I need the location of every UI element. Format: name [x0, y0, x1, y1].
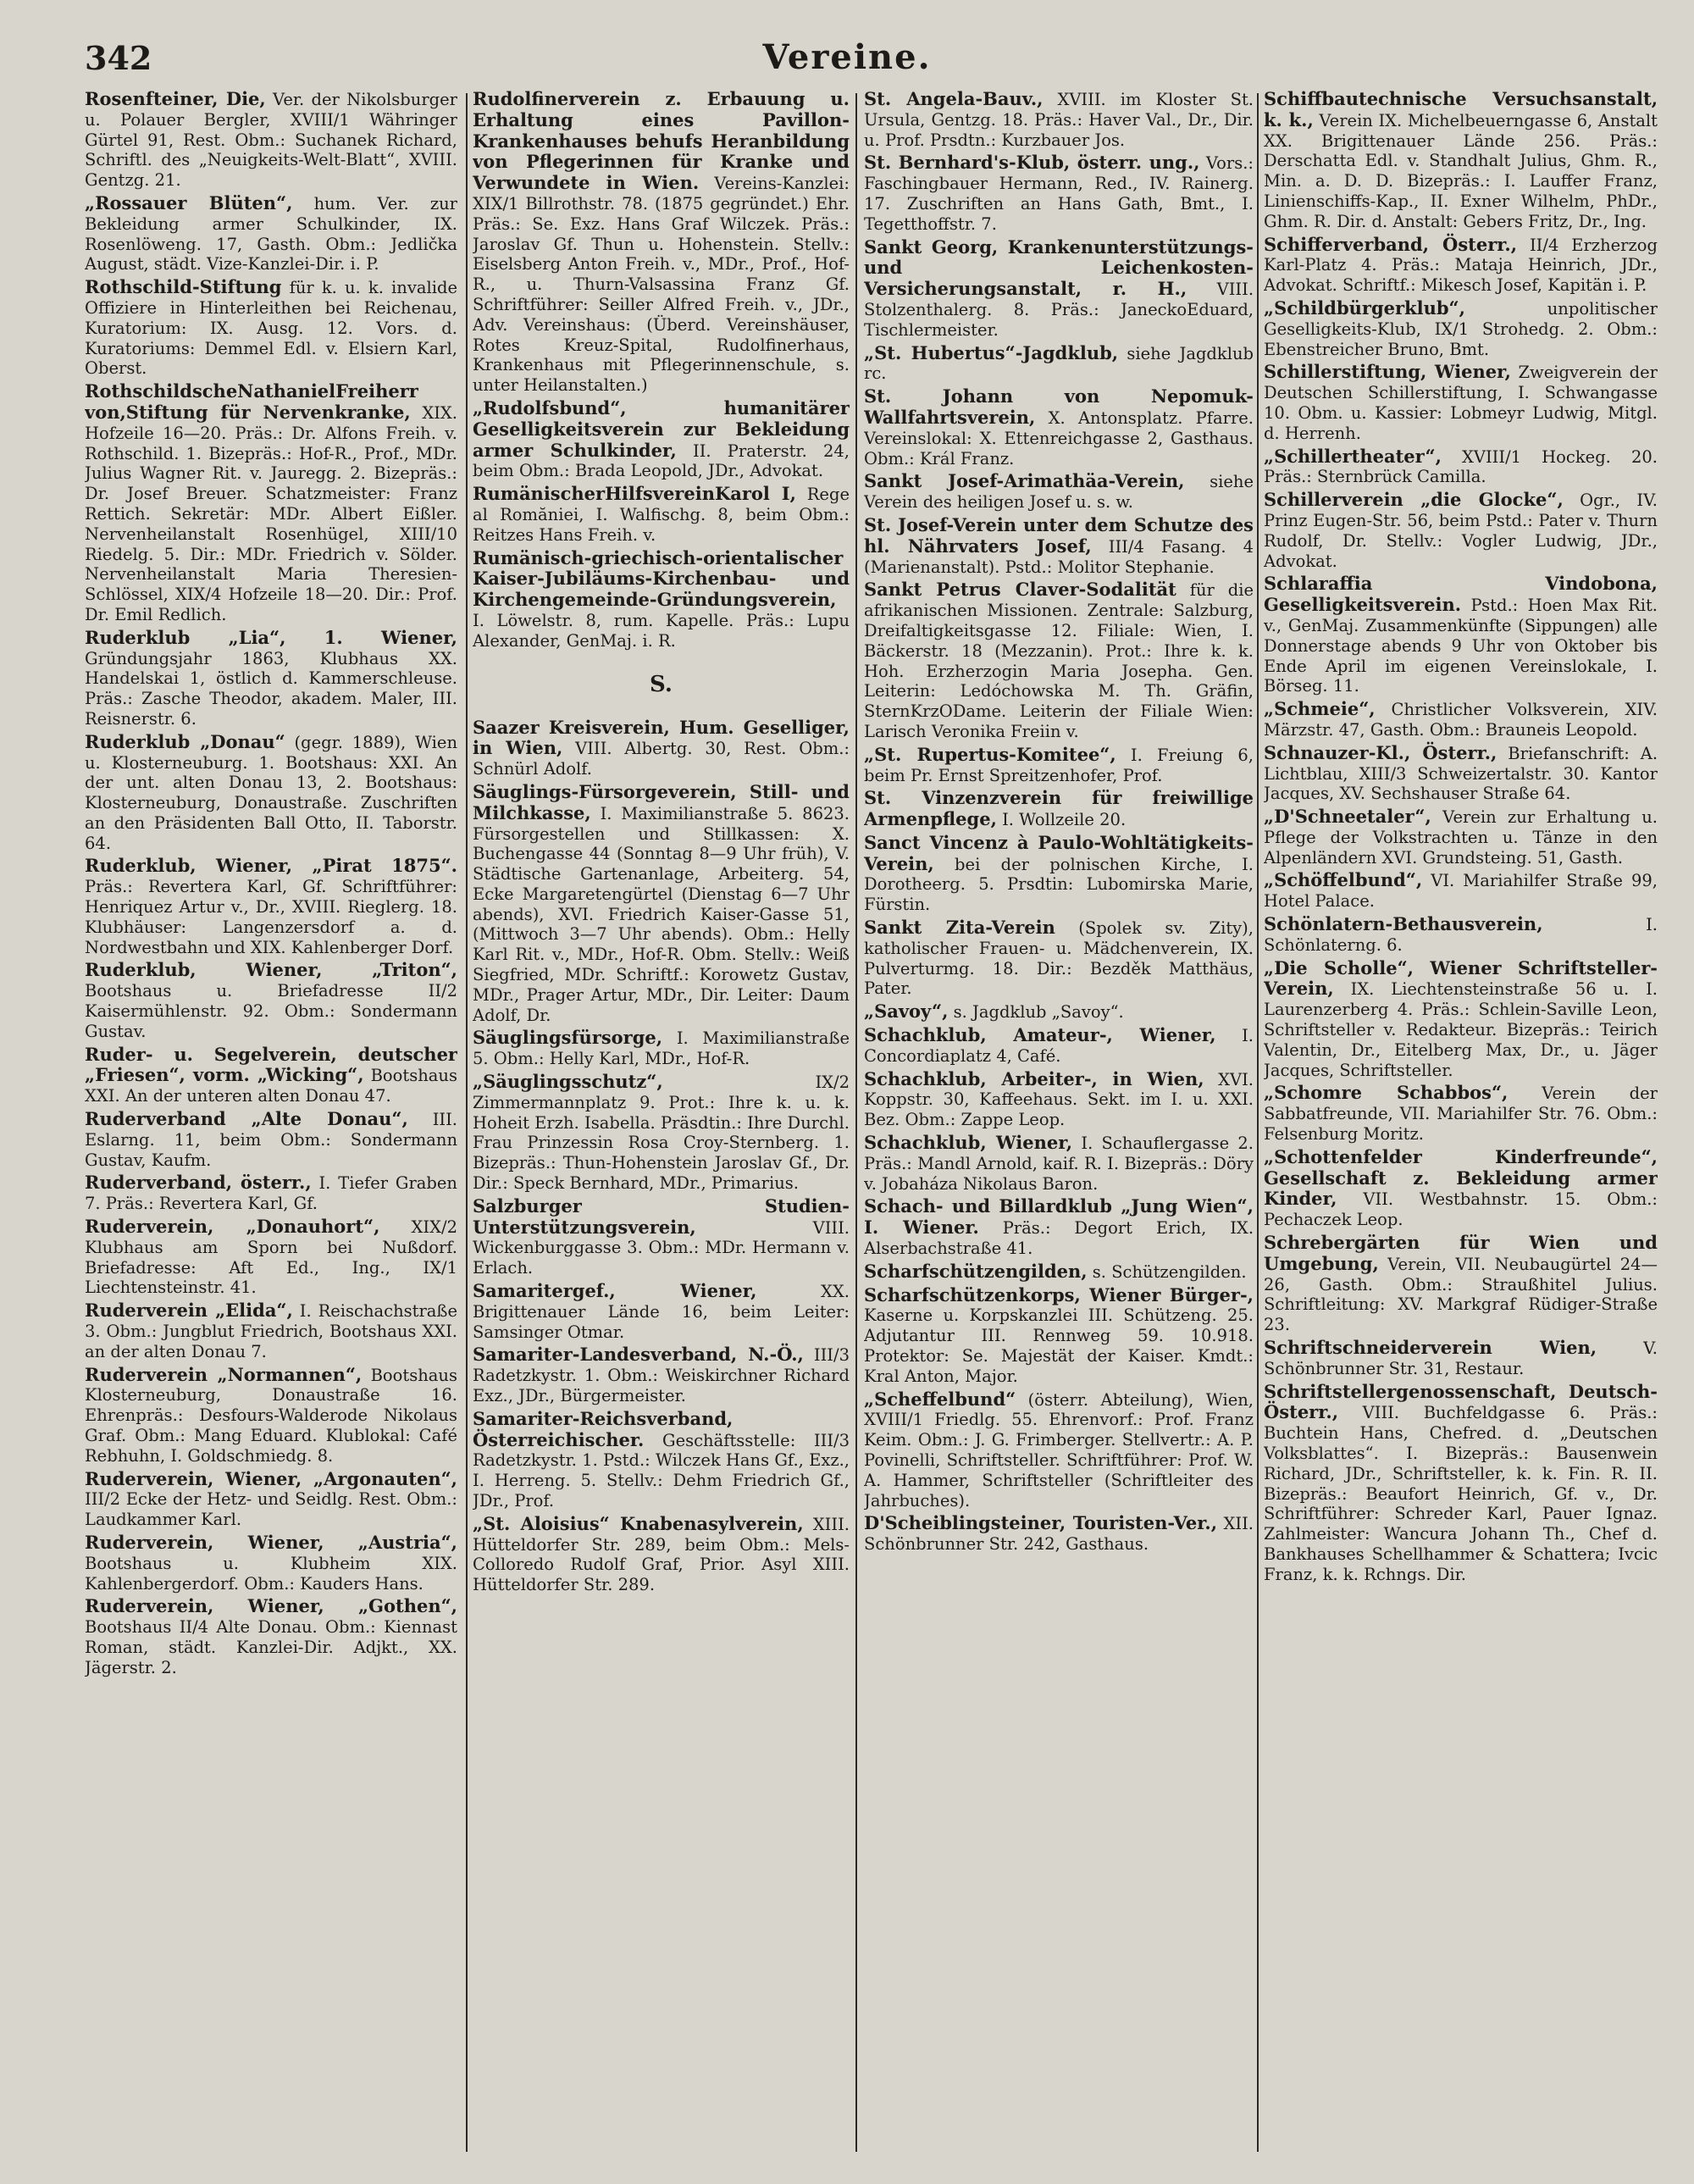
directory-entry	[85, 1045, 457, 1106]
entry-heading: Samariter-Reichsverband, Österreichischer.	[473, 1407, 734, 1450]
directory-entry	[864, 1513, 1254, 1555]
directory-entry	[1264, 298, 1658, 359]
entry-body: I. Wollzeile 20.	[1002, 810, 1127, 830]
entry-heading: „D'Schneetaler“,	[1264, 806, 1431, 828]
entry-body: I. Freiung 6, beim Pr. Ernst Spreitzenhofer, Prof.	[864, 745, 1254, 785]
directory-entry	[85, 193, 457, 274]
directory-entry	[473, 718, 850, 779]
entry-body: für k. u. k. invalide Offiziere in Hinterleithen bei Reichenau, Kuratorium: IX. Ausg. 12. Vors. d. Kuratoriums: Demmel Edl. v. Elsiern Karl, Oberst.	[85, 278, 457, 379]
directory-entry	[473, 1196, 850, 1278]
directory-entry	[473, 1409, 850, 1511]
entry-body: IX. Liechtensteinstraße 56 u. I. Laurenzerberg 4. Präs.: Schlein-Saville Leon, Schriftsteller v. Redakteur. Bizepräs.: Teirich Valentin, Dr., Eitelberg Max, Dr., u. Jäger Jacques, Schriftsteller.	[1264, 979, 1658, 1080]
entry-heading: „Säuglingsschutz“,	[473, 1071, 663, 1093]
entry-heading: „St. Aloisius“ Knabenasylverein,	[473, 1512, 804, 1534]
directory-entry	[85, 1172, 457, 1214]
entry-body: Bootshaus II/4 Alte Donau. Obm.: Kiennast Roman, städt. Kanzlei-Dir. Adjkt., XX. Jägerstr. 2.	[85, 1617, 457, 1677]
entry-heading: Samaritergef., Wiener,	[473, 1280, 757, 1302]
entry-body: s. Schützengilden.	[1092, 1261, 1247, 1282]
entry-body: für die afrikanischen Missionen. Zentrale: Salzburg, Dreifaltigkeitsgasse 12. Filiale: Wien, I. Bäckerstr. 18 (Mezzanin). Prot.: Ihre k. k. Hoh. Erzherzogin Maria Josepha. Gen. Leiterin: Ledóchowska M. Th. Gräfin, SternKrzODame. Leiterin der Filiale Wien: Larisch Veronika Freiin v.	[864, 580, 1254, 741]
entry-heading: Ruderverein, Wiener, „Argonauten“,	[85, 1467, 457, 1489]
entry-body: XVIII/1 Hockeg. 20. Präs.: Sternbrück Camilla.	[1264, 446, 1658, 487]
directory-entry	[864, 1261, 1254, 1283]
entry-body: Rege al Romăniei, I. Walfischg. 8, beim Obm.: Reitzes Hans Freih. v.	[473, 485, 850, 545]
column-rule	[855, 93, 857, 2152]
entry-body: Verein IX. Michelbeuerngasse 6, Anstalt XX. Brigittenauer Lände 256. Präs.: Derschatta Edl. v. Standhalt Julius, Ghm. R., Min. a. D. D. Bizepräs.: I. Lauffer Franz, Linienschiffs-Kap., II. Exner Wilhelm, PhDr., Ghm. R. Dir. d. Anstalt: Gebers Fritz, Dr., Ing.	[1264, 110, 1658, 231]
entry-heading: „Rossauer Blüten“,	[85, 191, 293, 213]
entry-heading: Ruderverband „Alte Donau“,	[85, 1108, 408, 1130]
entry-heading: Sankt Georg, Krankenunterstützungs- und Leichenkosten-Versicherungsanstalt, r. H.,	[864, 236, 1254, 300]
entry-heading: St. Johann von Nepomuk-Wallfahrtsverein,	[864, 385, 1254, 428]
directory-entry	[85, 1365, 457, 1466]
directory-entry	[85, 960, 457, 1041]
entry-heading: Schriftstellergenossenschaft, Deutsch-Österr.,	[1264, 1380, 1658, 1423]
entry-body: Briefanschrift: A. Lichtblau, XIII/3 Schweizertalstr. 30. Kantor Jacques, XV. Sechshauser Straße 64.	[1264, 743, 1658, 804]
section-letter: S.	[650, 671, 673, 697]
entry-body: XIII. Hütteldorfer Str. 289, beim Obm.: Mels-Colloredo Rudolf Graf, Prior. Asyl XIII. Hütteldorfer Str. 289.	[473, 1514, 850, 1595]
entry-heading: Rudolfinerverein z. Erbauung u. Erhaltung eines Pavillon-Krankenhauses behufs Heranbildung von Pflegerinnen für Kranke und Verwundete in Wien.	[473, 89, 850, 194]
directory-entry	[473, 1514, 850, 1595]
directory-entry	[864, 386, 1254, 468]
entry-heading: Säuglingsfürsorge,	[473, 1027, 663, 1049]
entry-heading: Sankt Petrus Claver-Sodalität	[864, 579, 1176, 601]
entry-heading: „Schildbürgerklub“,	[1264, 297, 1465, 319]
entry-body: I. Maximilianstraße 5. Obm.: Helly Karl, MDr., Hof-R.	[473, 1028, 850, 1069]
directory-entry	[473, 1344, 850, 1405]
column-rule	[1257, 93, 1259, 2152]
directory-entry	[864, 833, 1254, 915]
directory-entry	[864, 579, 1254, 741]
entry-body: hum. Ver. zur Bekleidung armer Schulkinder, IX. Rosenlöweng. 17, Gasth. Obm.: Jedlička August, städt. Vize-Kanzlei-Dir. i. P.	[85, 193, 457, 274]
directory-entry	[473, 89, 850, 396]
entry-heading: „Schomre Schabbos“,	[1264, 1082, 1509, 1104]
entry-heading: Ruderklub „Lia“, 1. Wiener,	[85, 626, 457, 648]
entry-body: II/4 Erzherzog Karl-Platz 4. Präs.: Mataja Heinrich, JDr., Advokat. Schriftf.: Mikesch Josef, Kapitän i. P.	[1264, 235, 1658, 296]
directory-entry	[1264, 743, 1658, 804]
entry-heading: Scharfschützengilden,	[864, 1260, 1088, 1282]
entry-body: Bootshaus Klosterneuburg, Donaustraße 16. Ehrenpräs.: Desfours-Walderode Nikolaus Graf. Obm.: Mang Eduard. Klublokal: Café Rebhuhn, I. Goldschmiedg. 8.	[85, 1365, 457, 1466]
entry-heading: St. Josef-Verein unter dem Schutze des hl. Nährvaters Josef,	[864, 513, 1254, 557]
entry-heading: „St. Rupertus-Komitee“,	[864, 743, 1116, 765]
directory-entry	[864, 237, 1254, 341]
entry-body: XX. Brigittenauer Lände 16, beim Leiter: Samsinger Otmar.	[473, 1282, 850, 1342]
entry-heading: Ruder- u. Segelverein, deutscher „Friesen“, vorm. „Wicking“,	[85, 1043, 457, 1086]
directory-entry	[473, 1281, 850, 1342]
entry-body: Vereins-Kanzlei: XIX/1 Billrothstr. 78. (1875 gegründet.) Ehr. Präs.: Se. Exz. Hans Graf Wilczek. Präs.: Jaroslav Gf. Thun u. Hohenstein. Stellv.: Eiselsberg Anton Freih. v., MDr., Prof., Hof-R., u. Thurn-Valsassina Franz Gf. Schriftführer: Seiller Alfred Freih. v., JDr., Adv. Vereinshaus: (Überd. Vereinshäuser, Rotes Kreuz-Spital, Rudolfinerhaus, Krankenhaus mit Pflegerinnenschule, s. unter Heilanstalten.)	[473, 174, 850, 396]
entry-heading: „Schmeie“,	[1264, 698, 1376, 720]
entry-heading: Schlaraffia Vindobona, Geselligkeitsverein.	[1264, 573, 1658, 616]
entry-body: Verein der Sabbatfreunde, VII. Mariahilfer Str. 76. Obm.: Felsenburg Moritz.	[1264, 1084, 1658, 1145]
entry-body: VIII. Buchfeldgasse 6. Präs.: Buchtein Hans, Chefred. d. „Deutschen Volksblattes“. I. Bizepräs.: Bausenwein Richard, JDr., Schriftsteller, k. k. Fin. R. II. Bizepräs.: Beaufort Heinrich, Gf. v., Dr. Schriftführer: Schreder Karl, Pauer Ignaz. Zahlmeister: Wancura Johann Th., Chef d. Bankhauses Schellhammer & Schattera; Ivcic Franz, k. k. Rchngs. Dir.	[1264, 1403, 1658, 1584]
entry-body: Ogr., IV. Prinz Eugen-Str. 56, beim Pstd.: Pater v. Thurn Rudolf, Dr. Stellv.: Vogler Ludwig, JDr., Advokat.	[1264, 491, 1658, 571]
entry-heading: Rothschild-Stiftung	[85, 276, 282, 298]
entry-heading: Ruderverein „Normannen“,	[85, 1363, 363, 1385]
entry-heading: Säuglings-Fürsorgeverein, Still- und Milchkasse,	[473, 780, 850, 823]
entry-heading: Schifferverband, Österr.,	[1264, 233, 1518, 255]
directory-entry	[864, 1196, 1254, 1258]
entry-body: III/4 Fasang. 4 (Marienanstalt). Pstd.: Molitor Stephanie.	[864, 536, 1254, 577]
entry-body: VIII. Wickenburggasse 3. Obm.: MDr. Hermann v. Erlach.	[473, 1217, 850, 1278]
column-3	[864, 89, 1254, 2156]
entry-body: III/2 Ecke der Hetz- und Seidlg. Rest. Obm.: Laudkammer Karl.	[85, 1489, 457, 1530]
directory-entry	[473, 1028, 850, 1069]
entry-body: I. Löwelstr. 8, rum. Kapelle. Präs.: Lupu Alexander, GenMaj. i. R.	[473, 610, 850, 651]
directory-entry	[1264, 490, 1658, 571]
directory-entry	[1264, 699, 1658, 740]
directory-entry	[864, 1389, 1254, 1511]
directory-entry	[473, 484, 850, 545]
directory-entry	[1264, 807, 1658, 868]
entry-heading: Schnauzer-Kl., Österr.,	[1264, 741, 1497, 763]
entry-body: III/3 Radetzkystr. 1. Obm.: Weiskirchner Richard Exz., JDr., Bürgermeister.	[473, 1345, 850, 1406]
entry-body: Bootshaus u. Klubheim XIX. Kahlenbergerdorf. Obm.: Kauders Hans.	[85, 1553, 457, 1594]
entry-heading: D'Scheiblingsteiner, Touristen-Ver.,	[864, 1512, 1218, 1534]
directory-entry	[1264, 362, 1658, 443]
entry-heading: Ruderverband, österr.,	[85, 1172, 312, 1194]
column-4	[1264, 89, 1658, 2156]
directory-entry	[85, 1109, 457, 1170]
entry-body: I. Concordiaplatz 4, Café.	[864, 1026, 1254, 1066]
entry-body: Bootshaus XXI. An der unteren alten Donau 47.	[85, 1066, 457, 1106]
directory-entry	[1264, 574, 1658, 696]
directory-entry	[864, 343, 1254, 385]
entry-heading: St. Angela-Bauv.,	[864, 89, 1044, 109]
entry-heading: Rosenfteiner, Die,	[85, 89, 266, 109]
entry-body: (gegr. 1889), Wien u. Klosterneuburg. 1. Bootshaus: XXI. An der unt. alten Donau 13, 2. Bootshaus: Klosterneuburg, Donaustraße. Zuschriften an den Präsidenten Ball Otto, II. Taborstr. 64.	[85, 732, 457, 853]
directory-entry	[1264, 870, 1658, 912]
entry-heading: Schönlatern-Bethausverein,	[1264, 913, 1543, 935]
entry-body: Präs.: Revertera Karl, Gf. Schriftführer: Henriquez Artur v., Dr., XVIII. Rieglerg. 18. Klubhäuser: Langenzersdorf a. d. Nordwestbahn und XIX. Kahlenberger Dorf.	[85, 877, 457, 957]
directory-entry	[1264, 235, 1658, 296]
directory-entry	[473, 1072, 850, 1194]
directory-entry	[85, 856, 457, 957]
directory-entry	[864, 788, 1254, 830]
directory-entry	[85, 381, 457, 625]
running-head: Vereine.	[762, 37, 932, 77]
entry-heading: „Savoy“,	[864, 1001, 949, 1023]
directory-entry	[473, 398, 850, 481]
entry-body: Bootshaus u. Briefadresse II/2 Kaisermühlenstr. 92. Obm.: Sondermann Gustav.	[85, 981, 457, 1041]
directory-entry	[1264, 1382, 1658, 1585]
entry-heading: Ruderklub „Donau“	[85, 730, 285, 752]
entry-body: XVIII. im Kloster St. Ursula, Gentzg. 18. Präs.: Haver Val., Dr., Dir. u. Prof. Prsdtn.: Kurzbauer Jos.	[864, 90, 1254, 150]
entry-heading: St. Bernhard's-Klub, österr. ung.,	[864, 152, 1200, 174]
directory-entry	[85, 1469, 457, 1530]
directory-entry	[864, 515, 1254, 577]
directory-entry	[85, 1596, 457, 1677]
directory-entry	[1264, 1338, 1658, 1379]
entry-heading: Ruderverein, „Donauhort“,	[85, 1216, 380, 1238]
entry-heading: Schiffbautechnische Versuchsanstalt, k. k.,	[1264, 89, 1658, 130]
entry-heading: Sanct Vincenz à Paulo-Wohltätigkeits-Verein,	[864, 831, 1254, 874]
directory-entry	[85, 1217, 457, 1298]
directory-entry	[85, 277, 457, 379]
entry-heading: Sankt Zita-Verein	[864, 917, 1055, 939]
directory-entry	[864, 917, 1254, 999]
entry-heading: Schachklub, Wiener,	[864, 1132, 1073, 1154]
entry-body: siehe Verein des heiligen Josef u. s. w.	[864, 472, 1254, 513]
directory-entry	[864, 1133, 1254, 1194]
entry-body: (Spolek sv. Zity), katholischer Frauen- u. Mädchenverein, IX. Pulverturmg. 18. Dir.: Bezděk Matthäus, Pater.	[864, 918, 1254, 999]
entry-body: VI. Mariahilfer Straße 99, Hotel Palace.	[1264, 871, 1658, 912]
entry-body: III. Eslarng. 11, beim Obm.: Sondermann Gustav, Kaufm.	[85, 1110, 457, 1170]
entry-heading: Schachklub, Arbeiter-, in Wien,	[864, 1067, 1204, 1089]
directory-entry	[1264, 1083, 1658, 1144]
entry-body: Geschäftsstelle: III/3 Radetzkystr. 1. Pstd.: Wilczek Hans Gf., Exz., I. Herreng. 5. Stellv.: Dehm Friedrich Gf., JDr., Prof.	[473, 1430, 850, 1511]
entry-heading: Ruderklub, Wiener, „Triton“,	[85, 959, 457, 981]
entry-body: II. Praterstr. 24, beim Obm.: Brada Leopold, JDr., Advokat.	[473, 441, 850, 481]
entry-body: Vors.: Faschingbauer Hermann, Red., IV. Rainerg. 17. Zuschriften an Hans Gath, Bmt., I. Tegetthoffstr. 7.	[864, 153, 1254, 234]
entry-heading: Schach- und Billardklub „Jung Wien“, I. Wiener.	[864, 1195, 1254, 1239]
entry-heading: Schrebergärten für Wien und Umgebung,	[1264, 1232, 1658, 1274]
entry-body: VIII. Albertg. 30, Rest. Obm.: Schnürl Adolf.	[473, 739, 850, 779]
entry-heading: „Die Scholle“, Wiener Schriftsteller-Verein,	[1264, 956, 1658, 1000]
entry-heading: „Scheffelbund“	[864, 1388, 1016, 1410]
directory-entry	[85, 628, 457, 729]
entry-body: V. Schönbrunner Str. 31, Restaur.	[1264, 1339, 1658, 1378]
entry-body: Präs.: Degort Erich, IX. Alserbachstraße 41.	[864, 1218, 1254, 1259]
entry-heading: Salzburger Studien-Unterstützungsverein,	[473, 1195, 850, 1238]
directory-entry	[1264, 958, 1658, 1081]
page-number: 342	[85, 39, 152, 77]
directory-entry	[864, 745, 1254, 786]
entry-heading: Ruderverein „Elida“,	[85, 1300, 293, 1322]
entry-heading: Schriftschneiderverein Wien,	[1264, 1337, 1597, 1359]
directory-entry	[864, 1001, 1254, 1023]
entry-heading: Schillerverein „die Glocke“,	[1264, 489, 1564, 511]
entry-body: XII. Schönbrunner Str. 242, Gasthaus.	[864, 1514, 1254, 1555]
directory-entry	[1264, 446, 1658, 488]
entry-heading: Schachklub, Amateur-, Wiener,	[864, 1024, 1216, 1046]
entry-heading: Samariter-Landesverband, N.-Ö.,	[473, 1344, 804, 1366]
directory-entry	[1264, 1147, 1658, 1230]
directory-entry	[85, 1533, 457, 1594]
entry-body: I. Maximilianstraße 5. 8623. Fürsorgestellen und Stillkassen: X. Buchengasse 44 (Sonntag 8—9 Uhr früh), V. Städtische Gartenanlage, Arbeiterg. 54, Ecke Margaretengürtel (Dienstag 6—7 Uhr abends), XVI. Friedrich Kaiser-Gasse 51, (Mittwoch 3—7 Uhr abends). Obm.: Helly Karl Rit. v., MDr., Hof-R. Obm. Stellv.: Weiß Siegfried, MDr. Schriftf.: Korowetz Gustav, MDr., Prager Artur, MDr., Dir. Leiter: Daum Adolf, Dr.	[473, 803, 850, 1025]
entry-body: Christlicher Volksverein, XIV. Märzstr. 47, Gasth. Obm.: Brauneis Leopold.	[1264, 700, 1658, 740]
entry-body: XVI. Koppstr. 30, Kaffeehaus. Sekt. im I. u. XXI. Bez. Obm.: Zappe Leop.	[864, 1069, 1254, 1130]
directory-entry	[85, 89, 457, 191]
entry-body: Verein, VII. Neubaugürtel 24—26, Gasth. Obm.: Straußhitel Julius. Schriftleitung: XV. Markgraf Rüdiger-Straße 23.	[1264, 1254, 1658, 1335]
page-header	[0, 32, 1694, 83]
directory-entry	[1264, 89, 1658, 232]
entry-body: VIII. Stolzenthalerg. 8. Präs.: JaneckoEduard, Tischlermeister.	[864, 280, 1254, 340]
entry-heading: Rumänisch-griechisch-orientalischer Kaiser-Jubiläums-Kirchenbau- und Kirchengemeinde-Gründungsverein,	[473, 546, 850, 611]
directory-entry	[864, 1069, 1254, 1130]
entry-body: unpolitischer Geselligkeits-Klub, IX/1 Strohedg. 2. Obm.: Ebenstreicher Bruno, Bmt.	[1264, 298, 1658, 359]
entry-body: XIX/2 Klubhaus am Sporn bei Nußdorf. Briefadresse: Aft Ed., Ing., IX/1 Liechtensteinstr. 41.	[85, 1217, 457, 1298]
entry-body: Zweigverein der Deutschen Schillerstiftung, I. Schwangasse 10. Obm. u. Kassier: Lobmeyr Ludwig, Mitgl. d. Herrenh.	[1264, 363, 1658, 443]
entry-heading: „Schillertheater“,	[1264, 445, 1442, 467]
entry-body: siehe Jagdklub rc.	[864, 343, 1254, 384]
entry-body: I. Tiefer Graben 7. Präs.: Revertera Karl, Gf.	[85, 1173, 457, 1214]
entry-body: X. Antonsplatz. Pfarre. Vereinslokal: X. Ettenreichgasse 2, Gasthaus. Obm.: Král Franz.	[864, 407, 1254, 468]
entry-heading: RumänischerHilfsvereinKarol I,	[473, 483, 796, 505]
entry-body: s. Jagdklub „Savoy“.	[953, 1002, 1124, 1023]
entry-heading: „St. Hubertus“-Jagdklub,	[864, 341, 1119, 363]
entry-heading: Scharfschützenkorps, Wiener Bürger-,	[864, 1283, 1254, 1305]
entry-heading: Sankt Josef-Arimathäa-Verein,	[864, 470, 1185, 492]
directory-entry	[473, 548, 850, 651]
entry-heading: St. Vinzenzverein für freiwillige Armenpflege,	[864, 787, 1254, 830]
entry-body: IX/2 Zimmermannplatz 9. Prot.: Ihre k. u. k. Hoheit Erzh. Isabella. Präsdtin.: Ihre Durchl. Frau Prinzessin Rosa Croy-Sternberg. 1. Bizepräs.: Thun-Hohenstein Jaroslav Gf., Dr. Dir.: Speck Bernhard, MDr., Primarius.	[473, 1073, 850, 1194]
entry-body: Kaserne u. Korpskanzlei III. Schützeng. 25. Adjutantur III. Rennweg 59. 10.918. Protektor: Se. Majestät der Kaiser. Kmdt.: Kral Anton, Major.	[864, 1305, 1254, 1386]
entry-body: Pstd.: Hoen Max Rit. v., GenMaj. Zusammenkünfte (Sippungen) alle Donnerstage abends 9 Uhr von Oktober bis Ende April im eigenen Vereinslokale, I. Börseg. 11.	[1264, 596, 1658, 696]
entry-body: Gründungsjahr 1863, Klubhaus XX. Handelskai 1, östlich d. Kammerschleuse. Präs.: Zasche Theodor, akadem. Maler, III. Reisnerstr. 6.	[85, 648, 457, 729]
entry-heading: „Rudolfsbund“, humanitärer Geselligkeitsverein zur Bekleidung armer Schulkinder,	[473, 396, 850, 461]
entry-heading: Ruderklub, Wiener, „Pirat 1875“.	[85, 855, 457, 877]
column-2	[473, 89, 850, 2156]
directory-entry	[85, 732, 457, 854]
entry-body: I. Reischachstraße 3. Obm.: Jungblut Friedrich, Bootshaus XXI. an der alten Donau 7.	[85, 1301, 457, 1361]
entry-body: bei der polnischen Kirche, I. Dorotheerg. 5. Prsdtin: Lubomirska Marie, Fürstin.	[864, 854, 1254, 915]
directory-entry	[85, 1300, 457, 1361]
directory-entry	[864, 1025, 1254, 1067]
directory-entry	[864, 471, 1254, 513]
entry-body: VII. Westbahnstr. 15. Obm.: Pechaczek Leop.	[1264, 1189, 1658, 1230]
entry-heading: Ruderverein, Wiener, „Austria“,	[85, 1531, 457, 1553]
directory-entry	[864, 152, 1254, 234]
entry-heading: Saazer Kreisverein, Hum. Geselliger, in Wien,	[473, 716, 850, 759]
entry-heading: „Schottenfelder Kinderfreunde“, Gesellschaft z. Bekleidung armer Kinder,	[1264, 1145, 1658, 1210]
directory-entry	[1264, 914, 1658, 956]
entry-body: Ver. der Nikolsburger u. Polauer Bergler, XVIII/1 Währinger Gürtel 91, Rest. Obm.: Suchanek Richard, Schriftl. des „Neuigkeits-Welt-Blatt“, XVIII. Gentzg. 21.	[85, 90, 457, 191]
entry-body: (österr. Abteilung), Wien, XVIII/1 Friedlg. 55. Ehrenvorf.: Prof. Franz Keim. Obm.: J. G. Frimberger. Stellvertr.: A. P. Povinelli, Schriftsteller. Schriftführer: Prof. W. A. Hammer, Schriftsteller (Schriftleiter des Jahrbuches).	[864, 1389, 1254, 1511]
entry-heading: RothschildscheNathanielFreiherr von,Stiftung für Nervenkranke,	[85, 380, 418, 423]
entry-body: I. Schönlaterng. 6.	[1264, 915, 1658, 955]
directory-entry	[864, 1285, 1254, 1387]
directory-entry	[1264, 1233, 1658, 1335]
column-1	[85, 89, 457, 2156]
entry-body: I. Schauflergasse 2. Präs.: Mandl Arnold, kaif. R. I. Bizepräs.: Döry v. Jobaháza Nikolaus Baron.	[864, 1134, 1254, 1194]
entry-heading: Ruderverein, Wiener, „Gothen“,	[85, 1595, 457, 1617]
entry-body: XIX. Hofzeile 16—20. Präs.: Dr. Alfons Freih. v. Rothschild. 1. Bizepräs.: Hof-R., Prof., MDr. Julius Wagner Rit. v. Jauregg. 2. Bizepräs.: Dr. Josef Breuer. Schatzmeister: Franz Rettich. Sekretär: MDr. Albert Eißler. Nervenheilanstalt Rosenhügel, XIII/10 Riedelg. 5. Dir.: MDr. Friedrich v. Sölder. Nervenheilanstalt Maria Theresien-Schlössel, XIX/4 Hofzeile 18—20. Dir.: Prof. Dr. Emil Redlich.	[85, 402, 457, 624]
directory-entry	[473, 782, 850, 1026]
entry-heading: „Schöffelbund“,	[1264, 869, 1423, 891]
entry-body: Verein zur Erhaltung u. Pflege der Volkstrachten u. Tänze in den Alpenländern XVI. Grundsteing. 51, Gasth.	[1264, 807, 1658, 868]
entry-heading: Schillerstiftung, Wiener,	[1264, 361, 1511, 383]
column-rule	[466, 93, 468, 2152]
directory-entry	[864, 89, 1254, 150]
